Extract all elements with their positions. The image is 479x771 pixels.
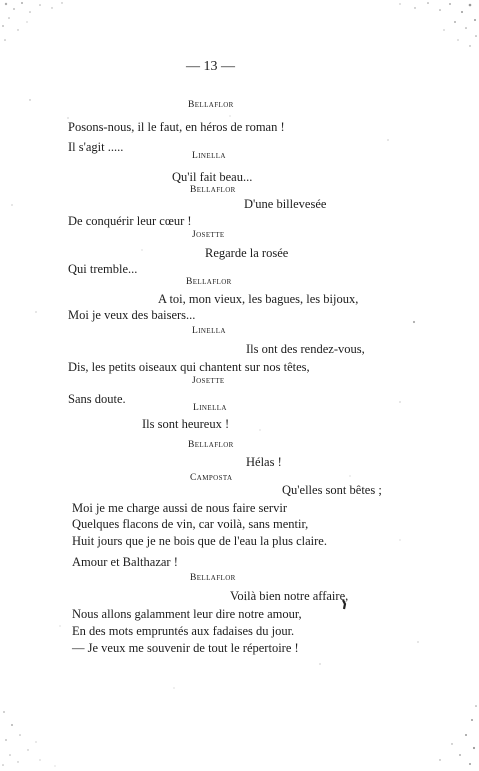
speaker-bellaflor: Bellaflor xyxy=(190,573,236,583)
verse-line: — Je veux me souvenir de tout le répertoire ! xyxy=(72,641,299,655)
speaker-josette: Josette xyxy=(192,230,225,240)
verse-line: Huit jours que je ne bois que de l'eau la plus claire. xyxy=(72,534,327,548)
verse-line: D'une billevesée xyxy=(244,197,327,211)
verse-line: Nous allons galamment leur dire notre amour, xyxy=(72,607,302,621)
verse-line: Sans doute. xyxy=(68,392,126,406)
top-left-speckle xyxy=(2,2,63,41)
speaker-linella: Linella xyxy=(192,326,226,336)
speaker-linella: Linella xyxy=(193,403,227,413)
verse-line: De conquérir leur cœur ! xyxy=(68,214,192,228)
verse-line: Qui tremble... xyxy=(68,262,138,276)
verse-line: A toi, mon vieux, les bagues, les bijoux, xyxy=(158,292,359,306)
verse-line: En des mots empruntés aux fadaises du jour. xyxy=(72,624,295,638)
verse-line: Quelques flacons de vin, car voilà, sans mentir, xyxy=(72,517,309,531)
verse-line: Il s'agit ..... xyxy=(68,140,124,154)
speaker-bellaflor: Bellaflor xyxy=(186,277,232,287)
bottom-right-speckle xyxy=(439,705,477,765)
speaker-linella: Linella xyxy=(192,151,226,161)
speaker-bellaflor: Bellaflor xyxy=(190,185,236,195)
top-right-speckle xyxy=(399,2,476,47)
verse-line: Voilà bien notre affaire, xyxy=(230,589,349,603)
verse-line: Moi je me charge aussi de nous faire servir xyxy=(72,501,287,515)
speaker-josette: Josette xyxy=(192,376,225,386)
bottom-left-speckle xyxy=(2,711,55,766)
verse-line: Hélas ! xyxy=(246,455,282,469)
speaker-bellaflor: Bellaflor xyxy=(188,440,234,450)
verse-line: Dis, les petits oiseaux qui chantent sur nos têtes, xyxy=(68,360,310,374)
speaker-bellaflor: Bellaflor xyxy=(188,100,234,110)
verse-line: Regarde la rosée xyxy=(205,246,289,260)
page-number: — 13 — xyxy=(186,59,235,74)
verse-line: Posons-nous, il le faut, en héros de roman ! xyxy=(68,120,285,134)
verse-line: Amour et Balthazar ! xyxy=(72,555,178,569)
verse-line: Ils ont des rendez-vous, xyxy=(246,342,365,356)
verse-line: Qu'il fait beau... xyxy=(172,170,253,184)
verse-line: Moi je veux des baisers... xyxy=(68,308,196,322)
speaker-camposta: Camposta xyxy=(190,473,233,483)
verse-line: Ils sont heureux ! xyxy=(142,417,230,431)
verse-line: Qu'elles sont bêtes ; xyxy=(282,483,382,497)
